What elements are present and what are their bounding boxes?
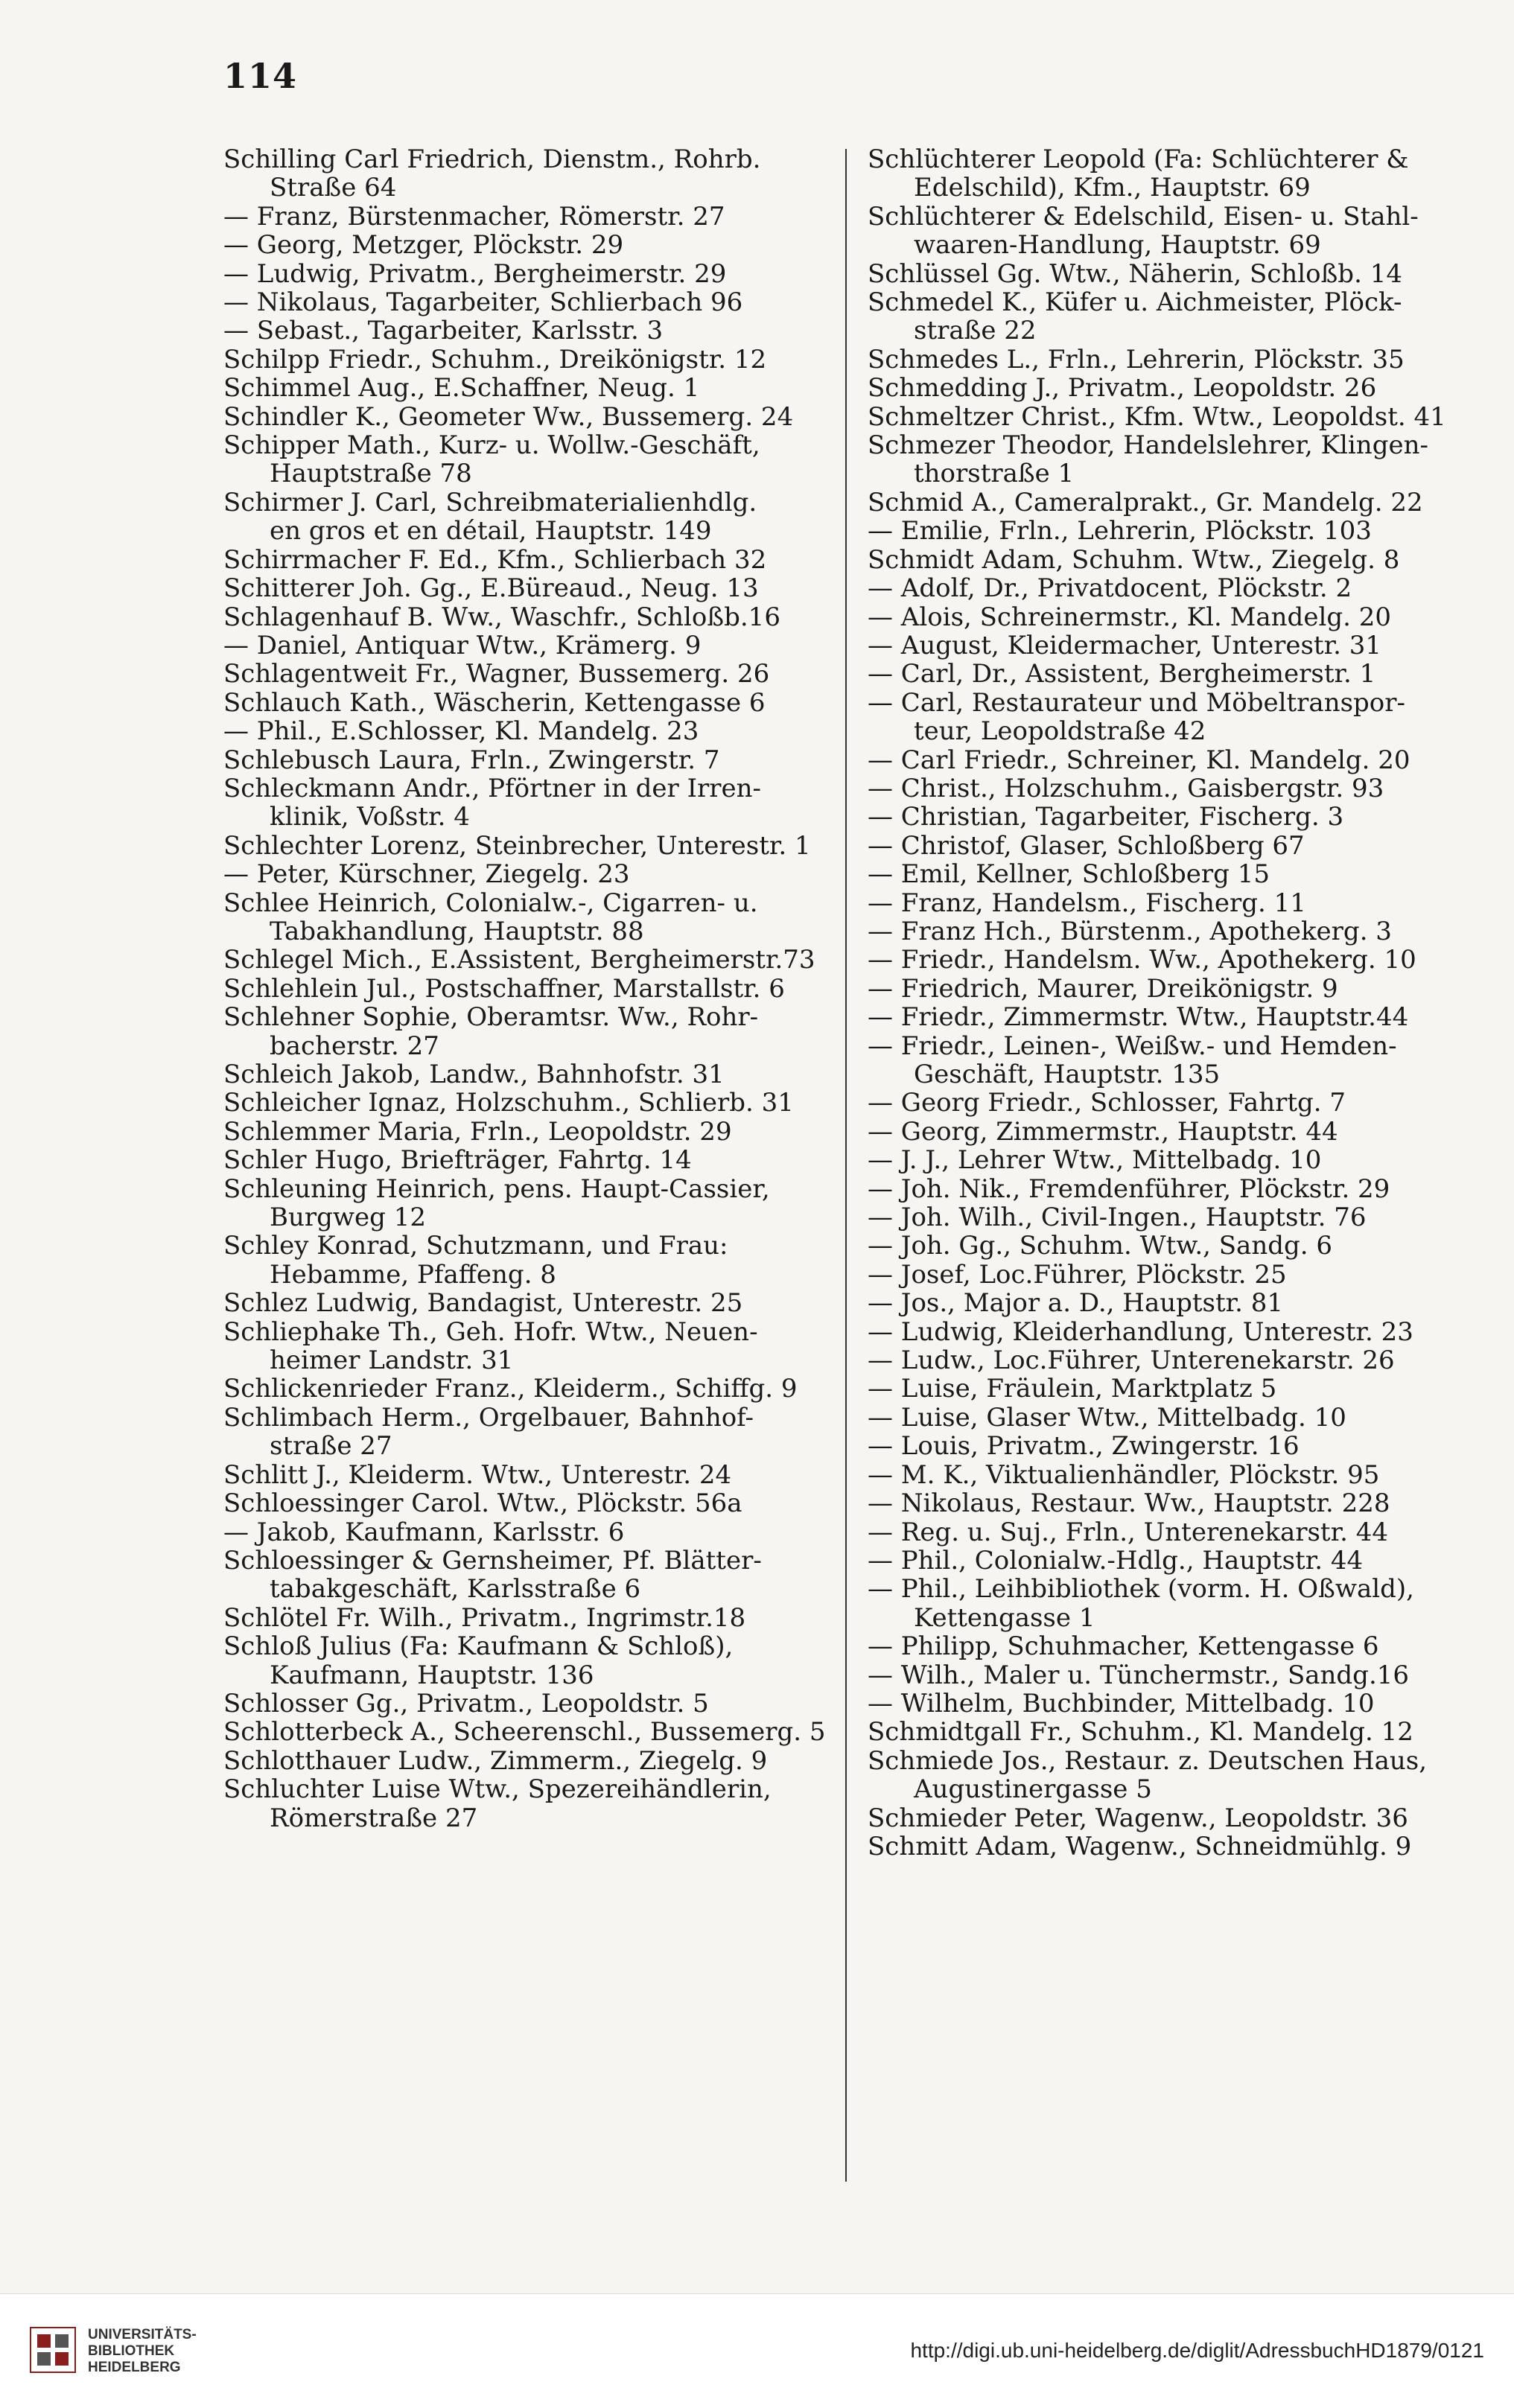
directory-entry: [223, 1461, 849, 1489]
directory-entry: [868, 1118, 1486, 1146]
entry-line: — Adolf, Dr., Privatdocent, Plöckstr. 2: [868, 574, 1352, 603]
entry-line: — Jos., Major a. D., Hauptstr. 81: [868, 1289, 1284, 1318]
viewer-footer: [0, 2293, 1514, 2408]
directory-entry: [868, 1489, 1486, 1517]
entry-line: — Franz, Bürstenmacher, Römerstr. 27: [223, 202, 725, 232]
entry-line: — Georg, Metzger, Plöckstr. 29: [223, 231, 624, 260]
directory-entry: [223, 1689, 849, 1718]
directory-entry: [868, 546, 1486, 574]
right-column: [868, 145, 1486, 1861]
directory-entry: [868, 1632, 1486, 1660]
directory-entry: [868, 774, 1486, 803]
entry-continuation-line: teur, Leopoldstraße 42: [914, 717, 1206, 746]
directory-entry: [223, 1060, 849, 1089]
directory-entry: [223, 1632, 849, 1689]
entry-line: Schlosser Gg., Privatm., Leopoldstr. 5: [223, 1689, 709, 1719]
entry-line: Schlüchterer Leopold (Fa: Schlüchterer &: [868, 145, 1409, 174]
directory-entry: [223, 1404, 849, 1461]
directory-entry: [223, 774, 849, 832]
entry-line: — Phil., Leihbibliothek (vorm. H. Oßwald),: [868, 1575, 1414, 1604]
entry-line: — Sebast., Tagarbeiter, Karlsstr. 3: [223, 316, 664, 345]
directory-entry: [868, 660, 1486, 688]
directory-entry: [223, 316, 849, 345]
entry-line: Schmedes L., Frln., Lehrerin, Plöckstr. 35: [868, 345, 1405, 375]
entry-line: — Franz, Handelsm., Fischerg. 11: [868, 888, 1306, 917]
directory-entry: [868, 1003, 1486, 1031]
entry-continuation-line: Straße 64: [270, 173, 397, 203]
entry-line: Schlickenrieder Franz., Kleiderm., Schiffg. 9: [223, 1375, 798, 1404]
directory-entry: [223, 1118, 849, 1146]
directory-entry: [223, 660, 849, 688]
directory-entry: [223, 488, 849, 546]
directory-entry: [223, 1489, 849, 1517]
entry-line: Schleuning Heinrich, pens. Haupt-Cassier,: [223, 1174, 770, 1204]
entry-line: — Jakob, Kaufmann, Karlsstr. 6: [223, 1517, 625, 1547]
directory-entry: [223, 717, 849, 745]
entry-line: Schilpp Friedr., Schuhm., Dreikönigstr. 12: [223, 345, 767, 375]
entry-line: — Ludw., Loc.Führer, Unterenekarstr. 26: [868, 1346, 1395, 1375]
directory-entry: [223, 1146, 849, 1174]
entry-line: Schmedel K., Küfer u. Aichmeister, Plöck-: [868, 288, 1402, 317]
directory-entry: [868, 488, 1486, 517]
entry-line: Schlegel Mich., E.Assistent, Bergheimerstr.73: [223, 946, 815, 975]
directory-entry: [868, 1232, 1486, 1260]
directory-entry: [868, 803, 1486, 831]
directory-entry: [868, 1432, 1486, 1460]
library-name: [88, 2327, 197, 2376]
directory-entry: [223, 403, 849, 431]
entry-continuation-line: Geschäft, Hauptstr. 135: [914, 1060, 1221, 1089]
entry-continuation-line: klinik, Voßstr. 4: [270, 803, 470, 832]
entry-line: Schipper Math., Kurz- u. Wollw.-Geschäft,: [223, 431, 760, 460]
entry-line: — Alois, Schreinermstr., Kl. Mandelg. 20: [868, 602, 1391, 631]
directory-entry: [223, 860, 849, 888]
directory-entry: [223, 746, 849, 774]
directory-entry: [223, 1775, 849, 1832]
entry-line: Schmeltzer Christ., Kfm. Wtw., Leopoldst. 41: [868, 402, 1446, 432]
entry-line: Schlee Heinrich, Colonialw.-, Cigarren- u.: [223, 888, 758, 917]
entry-line: — Ludwig, Kleiderhandlung, Unterestr. 23: [868, 1317, 1413, 1347]
directory-entry: [223, 1375, 849, 1403]
entry-continuation-line: Hauptstraße 78: [270, 459, 472, 488]
directory-entry: [223, 631, 849, 660]
entry-line: — Wilhelm, Buchbinder, Mittelbadg. 10: [868, 1689, 1375, 1719]
entry-line: — Friedrich, Maurer, Dreikönigstr. 9: [868, 974, 1338, 1004]
entry-line: — Emil, Kellner, Schloßberg 15: [868, 860, 1270, 889]
entry-line: Schirrmacher F. Ed., Kfm., Schlierbach 32: [223, 545, 767, 575]
directory-entry: [868, 431, 1486, 488]
entry-line: — Christian, Tagarbeiter, Fischerg. 3: [868, 803, 1344, 832]
directory-entry: [223, 1232, 849, 1289]
page-number: 114: [223, 56, 298, 96]
directory-entry: [868, 1747, 1486, 1804]
entry-line: — Peter, Kürschner, Ziegelg. 23: [223, 860, 630, 889]
entry-line: Schley Konrad, Schutzmann, und Frau:: [223, 1232, 728, 1261]
directory-entry: [868, 1547, 1486, 1575]
directory-entry: [868, 1718, 1486, 1746]
entry-line: — Carl, Restaurateur und Möbeltranspor-: [868, 688, 1406, 718]
entry-line: Schmidt Adam, Schuhm. Wtw., Ziegelg. 8: [868, 545, 1400, 575]
directory-entry: [223, 889, 849, 946]
entry-line: — Reg. u. Suj., Frln., Unterenekarstr. 44: [868, 1517, 1388, 1547]
directory-entry: [868, 832, 1486, 860]
entry-line: — Christ., Holzschuhm., Gaisbergstr. 93: [868, 774, 1384, 803]
entry-line: — Georg Friedr., Schlosser, Fahrtg. 7: [868, 1089, 1346, 1118]
directory-entry: [223, 145, 849, 203]
entry-line: Schler Hugo, Briefträger, Fahrtg. 14: [223, 1146, 692, 1175]
directory-entry: [223, 1604, 849, 1632]
entry-continuation-line: straße 27: [270, 1432, 392, 1461]
library-name-line: UNIVERSITÄTS-: [88, 2327, 197, 2342]
directory-entry: [868, 574, 1486, 602]
library-name-line: BIBLIOTHEK: [88, 2343, 175, 2359]
directory-entry: [868, 746, 1486, 774]
directory-entry: [868, 631, 1486, 660]
entry-line: Schluchter Luise Wtw., Spezereihändlerin,: [223, 1775, 772, 1804]
entry-continuation-line: Edelschild), Kfm., Hauptstr. 69: [914, 173, 1311, 203]
entry-line: — Carl Friedr., Schreiner, Kl. Mandelg. 20: [868, 745, 1410, 774]
entry-continuation-line: heimer Landstr. 31: [270, 1346, 514, 1375]
directory-entry: [223, 231, 849, 259]
directory-entry: [868, 374, 1486, 402]
directory-entry: [868, 260, 1486, 288]
entry-continuation-line: straße 22: [914, 316, 1037, 345]
entry-line: — Louis, Privatm., Zwingerstr. 16: [868, 1432, 1300, 1461]
directory-entry: [868, 689, 1486, 746]
directory-entry: [223, 431, 849, 488]
directory-entry: [223, 1547, 849, 1604]
entry-continuation-line: Burgweg 12: [270, 1203, 426, 1232]
entry-line: — Ludwig, Privatm., Bergheimerstr. 29: [223, 259, 727, 289]
entry-line: — Nikolaus, Restaur. Ww., Hauptstr. 228: [868, 1489, 1390, 1518]
entry-line: Schlebusch Laura, Frln., Zwingerstr. 7: [223, 745, 720, 774]
directory-entry: [223, 203, 849, 231]
entry-line: Schmidtgall Fr., Schuhm., Kl. Mandelg. 12: [868, 1718, 1413, 1747]
entry-continuation-line: Römerstraße 27: [270, 1803, 478, 1832]
entry-line: Schlechter Lorenz, Steinbrecher, Unterestr. 1: [223, 831, 811, 861]
entry-line: Schleich Jakob, Landw., Bahnhofstr. 31: [223, 1060, 725, 1089]
directory-entry: [868, 1461, 1486, 1489]
directory-entry: [223, 1003, 849, 1060]
entry-line: Schitterer Joh. Gg., E.Büreaud., Neug. 13: [223, 574, 759, 603]
entry-line: — Joh. Nik., Fremdenführer, Plöckstr. 29: [868, 1174, 1390, 1204]
directory-entry: [868, 1804, 1486, 1832]
left-column: [223, 145, 849, 1832]
entry-line: — Joh. Wilh., Civil-Ingen., Hauptstr. 76: [868, 1203, 1367, 1232]
entry-line: Schlehlein Jul., Postschaffner, Marstallstr. 6: [223, 974, 785, 1004]
library-seal-icon: [30, 2327, 76, 2373]
entry-line: — Luise, Glaser Wtw., Mittelbadg. 10: [868, 1403, 1346, 1433]
directory-entry: [868, 1032, 1486, 1089]
entry-line: Schloß Julius (Fa: Kaufmann & Schloß),: [223, 1632, 734, 1661]
directory-entry: [868, 1289, 1486, 1317]
entry-continuation-line: Kettengasse 1: [914, 1603, 1095, 1633]
directory-entry: [868, 1832, 1486, 1861]
entry-line: — Nikolaus, Tagarbeiter, Schlierbach 96: [223, 288, 743, 317]
directory-entry: [868, 1318, 1486, 1346]
entry-line: — Carl, Dr., Assistent, Bergheimerstr. 1: [868, 660, 1376, 689]
directory-entry: [868, 1575, 1486, 1632]
directory-entry: [868, 889, 1486, 917]
entry-line: Schimmel Aug., E.Schaffner, Neug. 1: [223, 374, 700, 403]
directory-entry: [868, 1089, 1486, 1117]
entry-line: Schlauch Kath., Wäscherin, Kettengasse 6: [223, 688, 766, 718]
directory-entry: [868, 1175, 1486, 1203]
entry-line: — J. J., Lehrer Wtw., Mittelbadg. 10: [868, 1146, 1322, 1175]
directory-entry: [223, 260, 849, 288]
directory-entry: [868, 1261, 1486, 1289]
entry-line: Schleicher Ignaz, Holzschuhm., Schlierb. 31: [223, 1089, 794, 1118]
directory-entry: [868, 1146, 1486, 1174]
entry-line: Schlehner Sophie, Oberamtsr. Ww., Rohr-: [223, 1003, 759, 1032]
directory-entry: [223, 832, 849, 860]
entry-line: — Luise, Fräulein, Marktplatz 5: [868, 1375, 1277, 1404]
directory-entry: [223, 374, 849, 402]
entry-line: Schlimbach Herm., Orgelbauer, Bahnhof-: [223, 1403, 754, 1433]
entry-line: — Georg, Zimmermstr., Hauptstr. 44: [868, 1117, 1338, 1147]
library-name-line: HEIDELBERG: [88, 2360, 181, 2375]
directory-entry: [868, 145, 1486, 203]
directory-entry: [868, 1404, 1486, 1432]
entry-continuation-line: Augustinergasse 5: [914, 1775, 1152, 1804]
entry-line: Schlez Ludwig, Bandagist, Unterestr. 25: [223, 1289, 743, 1318]
directory-entry: [223, 1747, 849, 1775]
entry-line: — M. K., Viktualienhändler, Plöckstr. 95: [868, 1460, 1380, 1490]
entry-line: — Daniel, Antiquar Wtw., Krämerg. 9: [223, 631, 702, 660]
directory-entry: [223, 1718, 849, 1746]
entry-line: Schlötel Fr. Wilh., Privatm., Ingrimstr.18: [223, 1603, 746, 1633]
directory-entry: [868, 1375, 1486, 1403]
directory-entry: [868, 975, 1486, 1003]
entry-line: Schlitt J., Kleiderm. Wtw., Unterestr. 24: [223, 1460, 732, 1490]
source-url-link[interactable]: http://digi.ub.uni-heidelberg.de/diglit/AdressbuchHD1879/0121: [910, 2339, 1484, 2362]
entry-continuation-line: waaren-Handlung, Hauptstr. 69: [914, 231, 1321, 260]
entry-line: — Wilh., Maler u. Tünchermstr., Sandg.16: [868, 1660, 1410, 1689]
directory-entry: [868, 288, 1486, 345]
directory-entry: [223, 1089, 849, 1117]
directory-entry: [868, 203, 1486, 260]
entry-line: Schindler K., Geometer Ww., Bussemerg. 24: [223, 402, 794, 432]
directory-entry: [868, 603, 1486, 631]
entry-line: Schmieder Peter, Wagenw., Leopoldstr. 36: [868, 1803, 1408, 1832]
directory-entry: [868, 517, 1486, 545]
entry-line: Schmiede Jos., Restaur. z. Deutschen Haus,: [868, 1746, 1428, 1776]
entry-line: Schirmer J. Carl, Schreibmaterialienhdlg.: [223, 488, 757, 517]
entry-line: Schleckmann Andr., Pförtner in der Irren-: [223, 774, 762, 803]
directory-entry: [223, 1289, 849, 1317]
entry-line: Schlagenhauf B. Ww., Waschfr., Schloßb.16: [223, 602, 780, 631]
entry-line: — August, Kleidermacher, Unterestr. 31: [868, 631, 1381, 660]
entry-line: — Christof, Glaser, Schloßberg 67: [868, 831, 1305, 861]
entry-continuation-line: bacherstr. 27: [270, 1031, 439, 1060]
entry-continuation-line: Kaufmann, Hauptstr. 136: [270, 1660, 594, 1689]
directory-entry: [223, 288, 849, 316]
entry-continuation-line: en gros et en détail, Hauptstr. 149: [270, 517, 712, 546]
entry-line: — Emilie, Frln., Lehrerin, Plöckstr. 103: [868, 517, 1372, 546]
directory-entry: [223, 574, 849, 602]
directory-entry: [868, 1346, 1486, 1375]
directory-entry: [868, 1689, 1486, 1718]
entry-line: Schlüchterer & Edelschild, Eisen- u. Stahl-: [868, 202, 1419, 232]
directory-entry: [223, 345, 849, 374]
directory-entry: [868, 860, 1486, 888]
directory-entry: [868, 403, 1486, 431]
entry-line: Schilling Carl Friedrich, Dienstm., Rohrb.: [223, 145, 761, 174]
directory-entry: [868, 917, 1486, 946]
entry-line: Schmedding J., Privatm., Leopoldstr. 26: [868, 374, 1377, 403]
entry-line: — Phil., E.Schlosser, Kl. Mandelg. 23: [223, 717, 699, 746]
directory-entry: [868, 1203, 1486, 1232]
directory-entry: [223, 689, 849, 717]
entry-continuation-line: tabakgeschäft, Karlsstraße 6: [270, 1575, 641, 1604]
directory-entry: [223, 1175, 849, 1232]
entry-line: Schloessinger & Gernsheimer, Pf. Blätter-: [223, 1546, 762, 1576]
entry-continuation-line: Tabakhandlung, Hauptstr. 88: [270, 917, 644, 946]
entry-line: Schlotthauer Ludw., Zimmerm., Ziegelg. 9: [223, 1746, 768, 1776]
entry-line: Schmitt Adam, Wagenw., Schneidmühlg. 9: [868, 1832, 1412, 1861]
entry-line: — Josef, Loc.Führer, Plöckstr. 25: [868, 1260, 1287, 1290]
entry-continuation-line: thorstraße 1: [914, 459, 1075, 488]
directory-entry: [868, 1518, 1486, 1547]
directory-entry: [868, 345, 1486, 374]
entry-line: Schmid A., Cameralprakt., Gr. Mandelg. 22: [868, 488, 1423, 517]
directory-entry: [223, 946, 849, 974]
directory-entry: [223, 546, 849, 574]
entry-line: Schlüssel Gg. Wtw., Näherin, Schloßb. 14: [868, 259, 1402, 289]
entry-line: — Joh. Gg., Schuhm. Wtw., Sandg. 6: [868, 1232, 1332, 1261]
directory-entry: [223, 1318, 849, 1375]
entry-line: Schliephake Th., Geh. Hofr. Wtw., Neuen-: [223, 1317, 758, 1347]
entry-line: — Friedr., Handelsm. Ww., Apothekerg. 10: [868, 946, 1416, 975]
directory-entry: [223, 975, 849, 1003]
entry-continuation-line: Hebamme, Pfaffeng. 8: [270, 1260, 556, 1290]
entry-line: — Friedr., Zimmermstr. Wtw., Hauptstr.44: [868, 1003, 1409, 1032]
library-logo: [30, 2324, 253, 2383]
directory-entry: [223, 603, 849, 631]
entry-line: Schlemmer Maria, Frln., Leopoldstr. 29: [223, 1117, 732, 1147]
directory-entry: [223, 1518, 849, 1547]
directory-entry: [868, 1661, 1486, 1689]
entry-line: — Friedr., Leinen-, Weißw.- und Hemden-: [868, 1031, 1397, 1060]
entry-line: — Phil., Colonialw.-Hdlg., Hauptstr. 44: [868, 1546, 1364, 1576]
directory-entry: [868, 946, 1486, 974]
entry-line: Schlotterbeck A., Scheerenschl., Bussemerg. 5: [223, 1718, 826, 1747]
entry-line: Schlagentweit Fr., Wagner, Bussemerg. 26: [223, 660, 770, 689]
entry-line: Schmezer Theodor, Handelslehrer, Klingen-: [868, 431, 1428, 460]
entry-line: — Philipp, Schuhmacher, Kettengasse 6: [868, 1632, 1379, 1661]
entry-line: Schloessinger Carol. Wtw., Plöckstr. 56a: [223, 1489, 742, 1518]
entry-line: — Franz Hch., Bürstenm., Apothekerg. 3: [868, 917, 1392, 946]
column-divider: [845, 149, 847, 2182]
